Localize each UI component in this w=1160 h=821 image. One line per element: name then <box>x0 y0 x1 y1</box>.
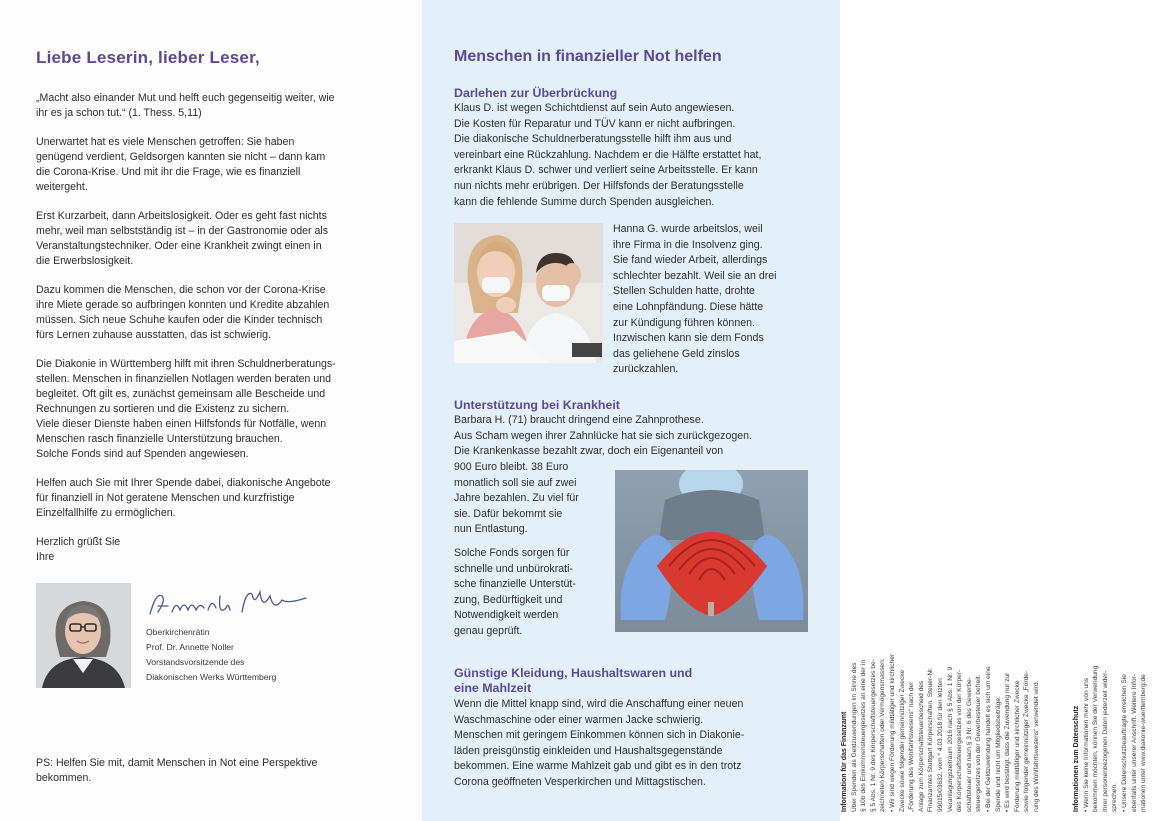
postscript: PS: Helfen Sie mit, damit Menschen in Not eine Perspektive bekommen. <box>36 757 318 784</box>
signature-line: Vorstandsvorsitzende des <box>146 657 245 667</box>
finanzamt-line: rung des Wohlfahrtswesens“ verwendet wird. <box>1032 680 1040 812</box>
section-title-kleidung: Günstige Kleidung, Haushaltswaren und eine Mahlzeit <box>454 666 693 695</box>
signature-line: Diakonischen Werks Württemberg <box>146 672 277 682</box>
datenschutz-info <box>1072 666 1149 812</box>
letter-paragraph: Dazu kommen die Menschen, die schon vor der Corona-Krise ihre Miete gerade so aufbringen konnten und Kredite abzahlen müssen. Sich neue Schuhe kaufen oder die Kinder technisch fürs Lernen zuhause ausstatten, das ist schwierig. <box>36 284 330 341</box>
section-title-krankheit: Unterstützung bei Krankheit <box>454 398 620 412</box>
finanzamt-line: • Bei der Geldzuwendung handelt es sich um eine <box>984 666 992 812</box>
author-portrait <box>36 583 131 688</box>
letter-paragraph: Helfen auch Sie mit Ihrer Spende dabei, diakonische Angebote für finanziell in Not geratene Menschen und kurzfristige Einzelfallhilfe zu ermöglichen. <box>36 477 331 519</box>
section-text-kleidung: Wenn die Mittel knapp sind, wird die Anschaffung einer neuen Waschmaschine oder einer warmen Jacke schwierig. Menschen mit geringem Einkommen können sich in Diakonie- läden preisgünstig einkleiden und Haushaltsgegenstände bekommen. Eine warme Mahlzeit gab und gibt es in den trotz Corona geöffneten Vesperkirchen und Mittagstischen. <box>454 698 745 788</box>
finanzamt-line: Anlage zum Körperschaftsteuerbescheid des <box>917 680 925 812</box>
finanzamt-title: Information für das Finanzamt <box>841 711 848 812</box>
finanzamt-line: § 10b des Einkommensteuergesetzes an eine der in <box>860 659 868 812</box>
letter-paragraph: Die Diakonie in Württemberg hilft mit ihren Schuldnerberatungs- stellen. Menschen in finanziellen Notlagen werden beraten und begleitet. Oft gilt es, zunächst gemeinsam alle Bescheide und Rechnungen zu sortieren und die Existenz zu sichern. Viele dieser Dienste haben einen Hilfsfonds für Notfälle, wenn Menschen rasch finanzielle Unterstützung brauchen. Solche Fonds sind auf Spenden angewiesen. <box>36 358 336 460</box>
letter-body <box>36 91 388 565</box>
worried-couple-photo <box>454 223 603 363</box>
datenschutz-line: bekommen möchten, können Sie der Verwendung <box>1092 665 1100 812</box>
letter-paragraph: „Macht also einander Mut und helft euch gegenseitig weiter, wie ihr es ja schon tut.“ (1. Thess. 5,11) <box>36 92 335 119</box>
datenschutz-line: sprechen. <box>1111 783 1119 812</box>
section-text-darlehen: Klaus D. ist wegen Schichtdienst auf sein Auto angewiesen. Die Kosten für Reparatur und TÜV kann er nicht aufbringen. Die diakonische Schuldnerberatungsstelle hilft ihm aus und vereinbart eine Rückzahlung. Nachdem er die Hälfte erstattet hat, erkrankt Klaus D. schwer und verliert seine Arbeitsstelle. Er kann nun nichts mehr erübrigen. Der Hilfsfonds der Beratungsstelle kann die fehlende Summe durch Spenden ausgleichen. <box>454 102 762 208</box>
finanzamt-line: schaftsteuer und nach § 3 Nr. 6 des Gewerbe- <box>965 677 973 812</box>
letter-panel <box>0 0 422 821</box>
section-text-krankheit-cont: 900 Euro bleibt. 38 Euro monatlich soll sie auf zwei Jahre bezahlen. Zu viel für sie. Dafür bekommt sie nun Entlastung. <box>454 461 579 536</box>
datenschutz-title: Informationen zum Datenschutz <box>1073 705 1080 812</box>
finanzamt-line: § 5 Abs. 1 Nr. 9 des Körperschaftsteuergesetzes be- <box>869 659 877 812</box>
finanzamt-line: sowie folgender gemeinnütziger Zwecke „Förde- <box>1023 670 1031 812</box>
empty-wallet-photo <box>615 470 808 632</box>
finanzamt-line: Über Spenden als Geldzuwendungen im Sinne des <box>850 662 858 812</box>
signature-line: Oberkirchenrätin <box>146 627 210 637</box>
letter-paragraph: Unerwartet hat es viele Menschen getroffen: Sie haben genügend verdient, Geldsorgen kannten sie nicht – dann kam die Corona-Krise. Und mit ihr die Frage, wie es finanziell weitergeht. <box>36 136 326 193</box>
datenschutz-line: • Wenn Sie keine Informationen mehr von uns <box>1082 677 1090 812</box>
finanzamt-line: Zwecke sowie folgender gemeinnütziger Zwecke <box>898 669 906 812</box>
finanzamt-info <box>840 654 1041 812</box>
section-text-krankheit: Barbara H. (71) braucht dringend eine Zahnprothese. Aus Scham wegen ihrer Zahnlücke hat sie sich zurückgezogen. Die Krankenkasse bezahlt zwar, doch ein Eigenanteil von <box>454 414 752 458</box>
signature-line: Prof. Dr. Annette Noller <box>146 642 234 652</box>
section-text-hanna: Hanna G. wurde arbeitslos, weil ihre Firma in die Insolvenz ging. Sie fand wieder Arbeit, allerdings schlechter bezahlt. Weil sie an drei Stellen Schulden hatte, drohte eine Lohnpfändung. Diese hätte zur Kündigung führen können. Inzwischen kann sie dem Fonds das geliehene Geld zinslos zurückzahlen. <box>613 223 777 376</box>
datenschutz-line: mationen unter www.diakonie-wuerttemberg.de <box>1140 674 1148 812</box>
finanzamt-line: zeichneten Körperschaften oder Vermögensmassen: <box>879 658 887 812</box>
section-title-darlehen: Darlehen zur Überbrückung <box>454 86 618 100</box>
letter-paragraph: Erst Kurzarbeit, dann Arbeitslosigkeit. Oder es geht fast nichts mehr, weil man selbstständig ist – in der Gastronomie oder als Veranstaltungstechniker. Oder eine Krankheit zwingt einen in die Erwerbslosigkeit. <box>36 210 329 267</box>
finanzamt-line: steuergesetzes von der Gewerbesteuer befreit. <box>975 674 983 812</box>
section-text-fonds: Solche Fonds sorgen für schnelle und unbürokrati- sche finanzielle Unterstüt- zung, Bedürftigkeit und Notwendigkeit werden genau geprüft. <box>454 547 576 637</box>
letter-greeting: Liebe Leserin, lieber Leser, <box>36 48 260 67</box>
finanzamt-line: Finanzamtes Stuttgart Körperschaften, Steuer-Nr. <box>927 667 935 812</box>
datenschutz-line: ebenfalls unter unserer Anschrift. Weitere Infor- <box>1130 673 1138 812</box>
finanzamt-line: „Förderung des Wohlfahrtswesens“ nach der <box>908 681 916 812</box>
datenschutz-line: • Unsere Datenschutzbeauftragte erreichen Sie <box>1120 674 1128 812</box>
finanzamt-line: des Körperschaftsteuergesetzes von der Körper- <box>956 669 964 812</box>
finanzamt-line: • Wir sind wegen Förderung mildtätiger und kirchlicher <box>888 653 896 812</box>
cases-panel <box>422 0 840 821</box>
fine-print-panel <box>840 0 1160 821</box>
letter-closing: Herzlich grüßt Sie Ihre <box>36 536 121 563</box>
finanzamt-line: 99015/03632, vom * 4.03.2018 für den letzten <box>936 678 944 812</box>
finanzamt-line: • Es wird bestätigt, dass die Zuwendung nur zur <box>1004 672 1012 812</box>
finanzamt-line: Förderung mildtätiger und kirchlicher Zwecke <box>1013 680 1021 812</box>
cases-title: Menschen in finanzieller Not helfen <box>454 48 722 65</box>
datenschutz-line: Ihrer personenbezogenen Daten jederzeit wider- <box>1101 670 1109 812</box>
finanzamt-line: Spende und nicht um Mitgliedsbeiträge. <box>994 696 1002 812</box>
signature-block <box>146 625 276 685</box>
finanzamt-line: Veranlagungszeitraum 2016 nach § 5 Abs. 1 Nr. 9 <box>946 666 954 812</box>
handwritten-signature <box>146 586 316 622</box>
